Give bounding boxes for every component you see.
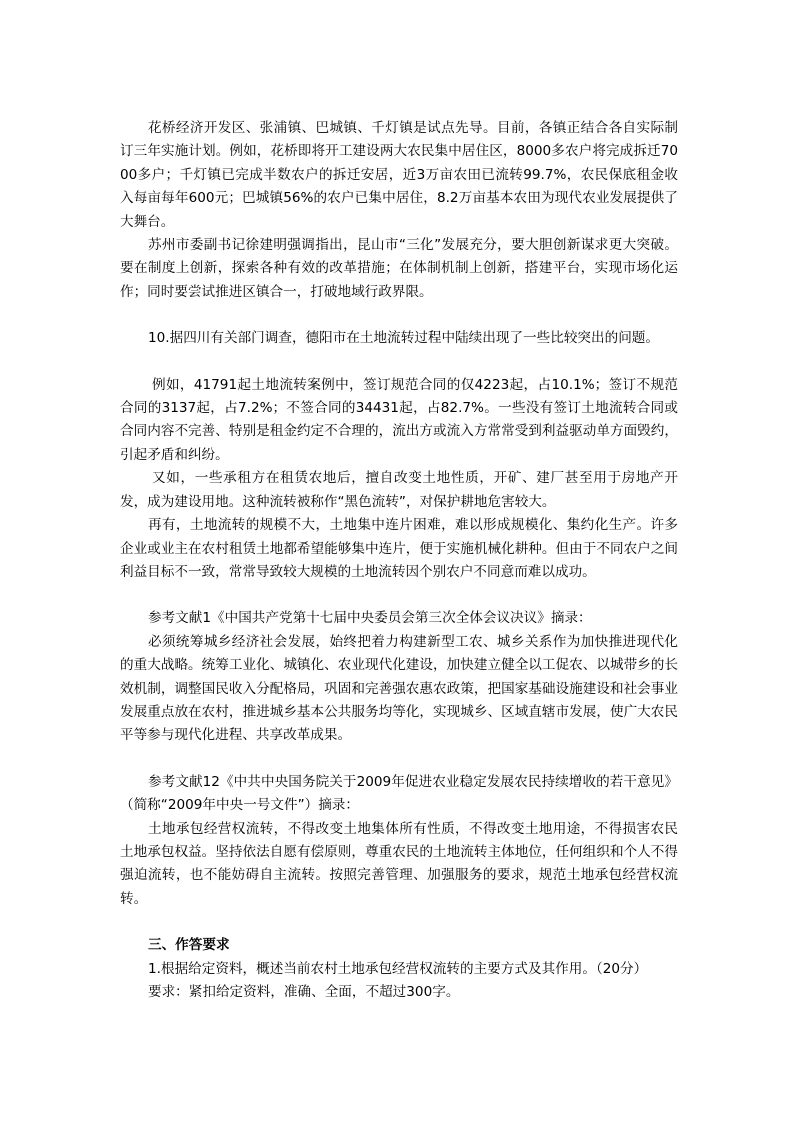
question-1-requirement: 要求：紧扣给定资料，准确、全面，不超过300字。 (148, 984, 460, 1000)
reference-1-title: 参考文献1《中国共产党第十七届中央委员会第三次全体会议决议》摘录： (148, 610, 592, 627)
paragraph-scale-problem: 再有，土地流转的规模不大，土地集中连片困难，难以形成规模化、集约化生产。许多企业或业主在农村租赁土地都希望能够集中连片，便于实施机械化耕种。但由于不同农户之间利益目标不一致，常常导致较大规模的土地流转因个别农户不同意而难以成功。 (120, 517, 678, 580)
question-1: 1.根据给定资料，概述当前农村土地承包经营权流转的主要方式及其作用。（20分） (148, 960, 648, 977)
reference-12-title: 参考文献12《中共中央国务院关于2009年促进农业稳定发展农民持续增收的若干意见》（简称“2009年中央一号文件”）摘录： (120, 773, 678, 814)
paragraph-suzhou-secretary: 苏州市委副书记徐建明强调指出，昆山市“三化”发展充分，要大胆创新谋求更大突破。要在制度上创新，探索各种有效的改革措施；在体制机制上创新，搭建平台，实现市场化运作；同时要尝试推进区镇合一，打破地域行政界限。 (120, 237, 678, 300)
paragraph-pilot-towns: 花桥经济开发区、张浦镇、巴城镇、千灯镇是试点先导。目前，各镇正结合各自实际制订三年实施计划。例如，花桥即将开工建设两大农民集中居住区，8000多农户将完成拆迁7000多户；千灯镇已完成半数农户的拆迁安居，近3万亩农田已流转99.7%，农民保底租金收入每亩每年600元；巴城镇56%的农户已集中居住，8.2万亩基本农田为现代农业发展提供了大舞台。 (120, 120, 678, 230)
paragraph-example-contracts: 例如，41791起土地流转案例中，签订规范合同的仅4223起，占10.1%；签订不规范合同的3137起，占7.2%；不签合同的34431起，占82.7%。一些没有签订土地流转合同或合同内容不完善、特别是租金约定不合理的，流出方或流入方常常受到利益驱动单方面毁约，引起矛盾和纠纷。 (120, 376, 678, 463)
section-heading-answer-requirements: 三、作答要求 (148, 937, 230, 954)
document-page (120, 0, 678, 1004)
reference-12-excerpt: 土地承包经营权流转，不得改变土地集体所有性质，不得改变土地用途，不得损害农民土地承包权益。坚持依法自愿有偿原则，尊重农民的土地流转主体地位，任何组织和个人不得强迫流转，也不能妨碍自主流转。按照完善管理、加强服务的要求，规范土地承包经营权流转。 (120, 820, 678, 907)
paragraph-example-black-transfer: 又如，一些承租方在租赁农地后，擅自改变土地性质，开矿、建厂甚至用于房地产开发，成为建设用地。这种流转被称作“黑色流转”，对保护耕地危害较大。 (120, 470, 678, 510)
reference-1-excerpt: 必须统筹城乡经济社会发展，始终把着力构建新型工农、城乡关系作为加快推进现代化的重大战略。统筹工业化、城镇化、农业现代化建设，加快建立健全以工促农、以城带乡的长效机制，调整国民收入分配格局，巩固和完善强农惠农政策，把国家基础设施建设和社会事业发展重点放在农村，推进城乡基本公共服务均等化，实现城乡、区域直辖市发展，使广大农民平等参与现代化进程、共享改革成果。 (120, 633, 678, 744)
paragraph-item-10: 10.据四川有关部门调查，德阳市在土地流转过程中陆续出现了一些比较突出的问题。 (148, 330, 659, 347)
